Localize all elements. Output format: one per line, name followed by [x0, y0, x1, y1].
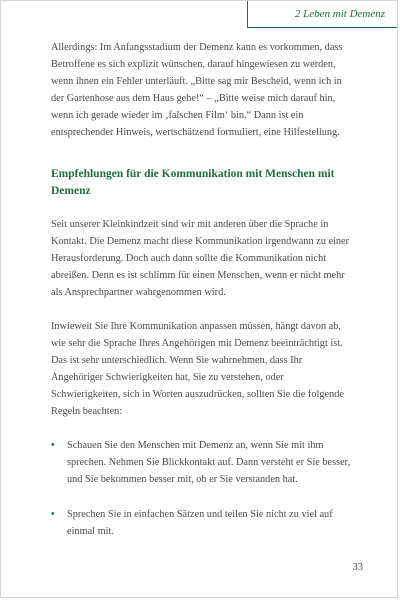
list-item: [51, 437, 351, 488]
bullet-icon: •: [51, 440, 55, 451]
paragraph-spacer: [51, 301, 351, 318]
list-item: [51, 506, 351, 540]
paragraph-spacer: [51, 420, 351, 437]
running-head: 2 Leben mit Demenz: [247, 1, 397, 28]
page-body: [51, 39, 351, 558]
list-item-text: Schauen Sie den Menschen mit Demenz an, wenn Sie mit ihm sprechen. Nehmen Sie Blickkontakt auf. Dann versteht er Sie besser, und Sie bekommen besser mit, ob er Sie verstanden hat.: [67, 440, 351, 485]
recommendation-list: [51, 437, 351, 540]
paragraph-communication: Seit unserer Kleinkindzeit sind wir mit anderen über die Sprache in Kontakt. Die Demenz macht diese Kommunikation irgendwann zu einer Herausforderung. Doch auch dann sollte die Kommunikation nicht abreißen. Denn es ist schlimm für einen Menschen, wenn er nicht mehr als Ansprechpartner wahrgenommen wird.: [51, 219, 350, 298]
bullet-icon: •: [51, 509, 55, 520]
paragraph-intro: Allerdings: Im Anfangsstadium der Demenz kann es vorkommen, dass Betroffene es sich explizit wünschen, darauf hingewiesen zu werden, wenn ihnen ein Fehler unterläuft. „Bitte sag mir Bescheid, wenn ich in der Gartenhose aus dem Haus gehe!“ – „Bitte weise mich darauf hin, wenn ich gerade wieder im ‚falschen Film‘ bin.“ Dann ist ein entsprechender Hinweis, wertschätzend formuliert, eine Hilfestellung.: [51, 42, 343, 138]
list-item-text: Sprechen Sie in einfachen Sätzen und teilen Sie nicht zu viel auf einmal mit.: [67, 509, 333, 537]
section-heading: Empfehlungen für die Kommunikation mit Menschen mit Demenz: [51, 168, 335, 197]
page-number: 33: [352, 562, 363, 573]
paragraph-adaptation: Inwieweit Sie Ihre Kommunikation anpassen müssen, hängt davon ab, wie sehr die Sprache Ihres Angehörigen mit Demenz beeinträchtigt ist. Das ist sehr unterschiedlich. Wenn Sie wahrnehmen, dass Ihr Angehöriger Schwierigkeiten hat, Sie zu verstehen, oder Schwierigkeiten, sich in Worten auszudrücken, sollten Sie die folgende Regeln beachten:: [51, 321, 344, 417]
